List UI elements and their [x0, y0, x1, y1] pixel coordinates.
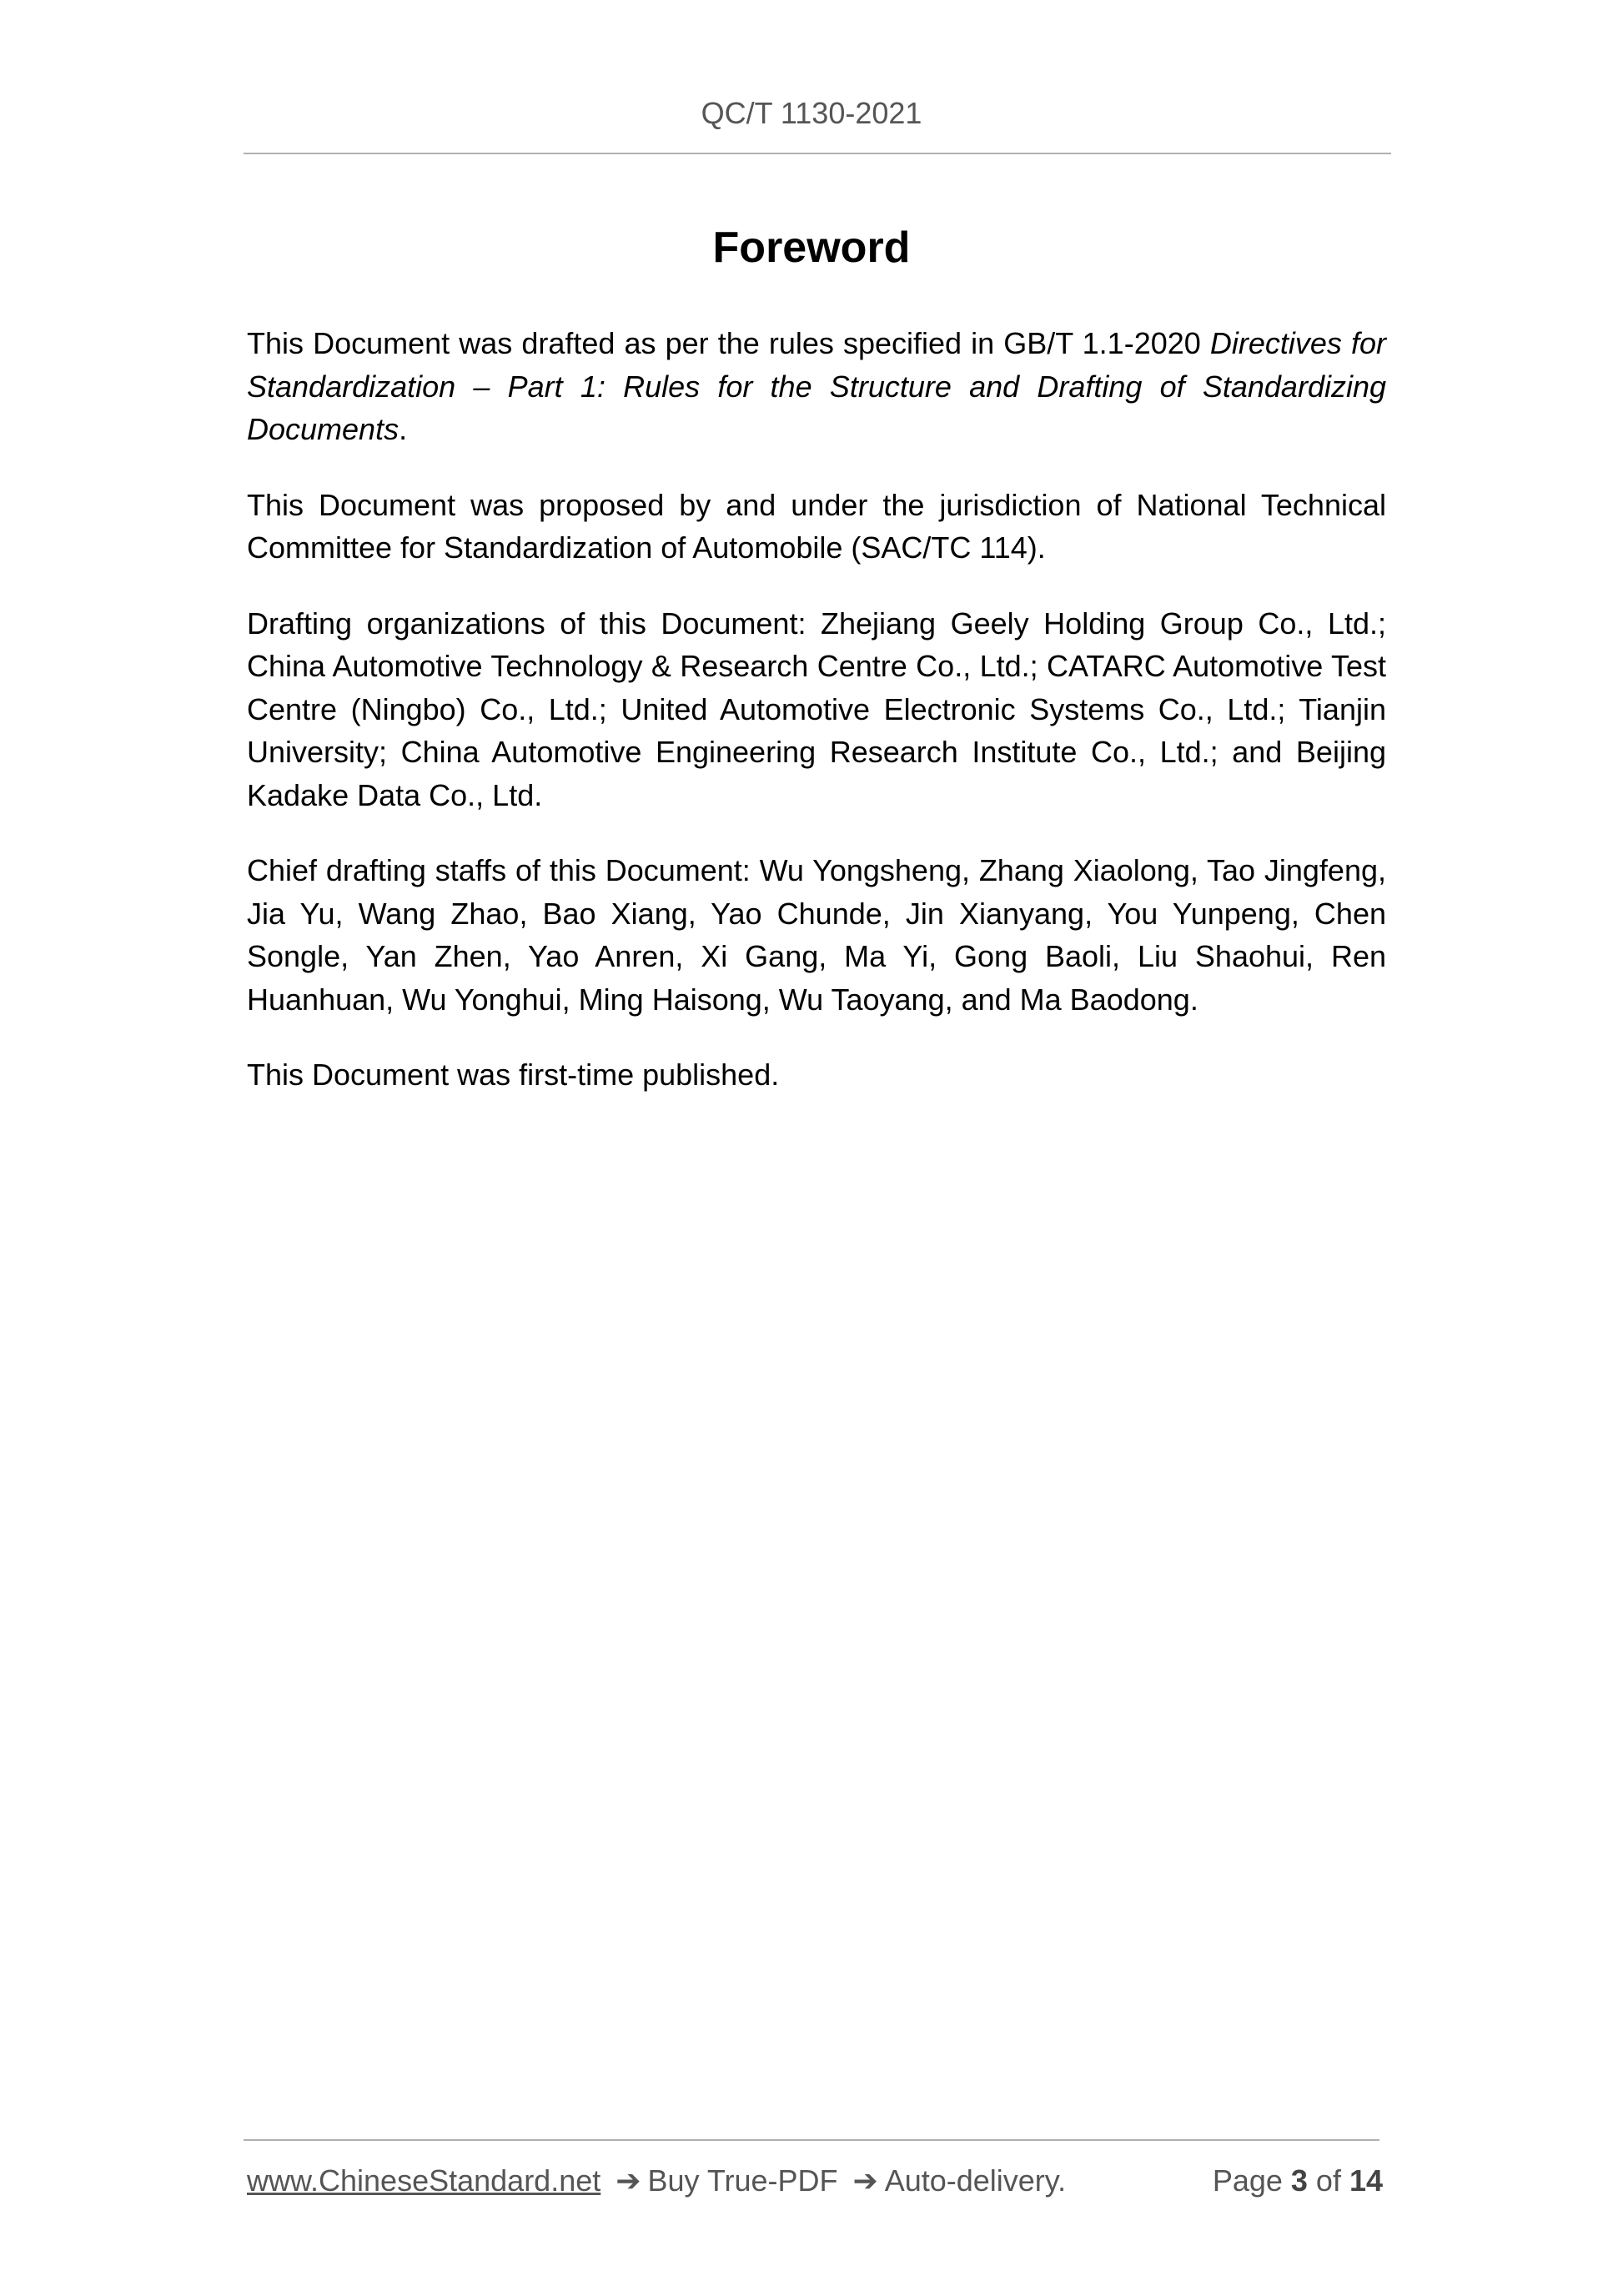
header-divider	[244, 153, 1391, 154]
page-title: Foreword	[712, 224, 911, 272]
page-label: Page	[1212, 2163, 1283, 2198]
foreword-body	[247, 322, 1386, 1129]
paragraph-drafting-organizations: Drafting organizations of this Document: Zhejiang Geely Holding Group Co., Ltd.; China Automotive Technology & Research Centre Co., Ltd.; CATARC Automotive Test Centre (Ningbo) Co., Ltd.; United Automotive Electronic Systems Co., Ltd.; Tianjin University; China Automotive Engineering Research Institute Co., Ltd.; and Beijing Kadake Data Co., Ltd.	[247, 605, 1386, 812]
arrow-right-icon: ➔	[616, 2163, 641, 2198]
buy-true-pdf-text: Buy True-PDF	[647, 2163, 838, 2198]
directives-title: Directives for Standardization – Part 1: Rules for the Structure and Drafting of Standardizing Documents	[247, 326, 1386, 446]
drafting-rules-period: .	[399, 412, 408, 446]
footer-divider	[244, 2139, 1379, 2141]
footer-promo	[247, 2161, 1066, 2201]
arrow-right-icon: ➔	[852, 2163, 878, 2198]
paragraph-jurisdiction: This Document was proposed by and under the jurisdiction of National Technical Committee for Standardization of Automobile (SAC/TC 114).	[247, 487, 1386, 565]
page-number	[1213, 2161, 1383, 2201]
paragraph-drafting-staffs: Chief drafting staffs of this Document: Wu Yongsheng, Zhang Xiaolong, Tao Jingfeng, Jia Yu, Wang Zhao, Bao Xiang, Yao Chunde, Jin Xianyang, You Yunpeng, Chen Songle, Yan Zhen, Yao Anren, Xi Gang, Ma Yi, Gong Baoli, Liu Shaohui, Ren Huanhuan, Wu Yonghui, Ming Haisong, Wu Taoyang, and Ma Baodong.	[247, 853, 1386, 1017]
paragraph-drafting-rules	[247, 322, 1386, 451]
paragraph-publication-note: This Document was first-time published.	[247, 1058, 780, 1092]
page-total: 14	[1349, 2163, 1383, 2198]
document-code-header: QC/T 1130-2021	[701, 96, 922, 130]
website-link[interactable]: www.ChineseStandard.net	[247, 2163, 601, 2198]
page-of-label: of	[1315, 2163, 1341, 2198]
auto-delivery-text: Auto-delivery.	[884, 2163, 1067, 2198]
page-footer	[247, 2161, 1383, 2201]
page-current: 3	[1290, 2163, 1308, 2198]
drafting-rules-text: This Document was drafted as per the rules specified in GB/T 1.1-2020	[247, 326, 1210, 360]
